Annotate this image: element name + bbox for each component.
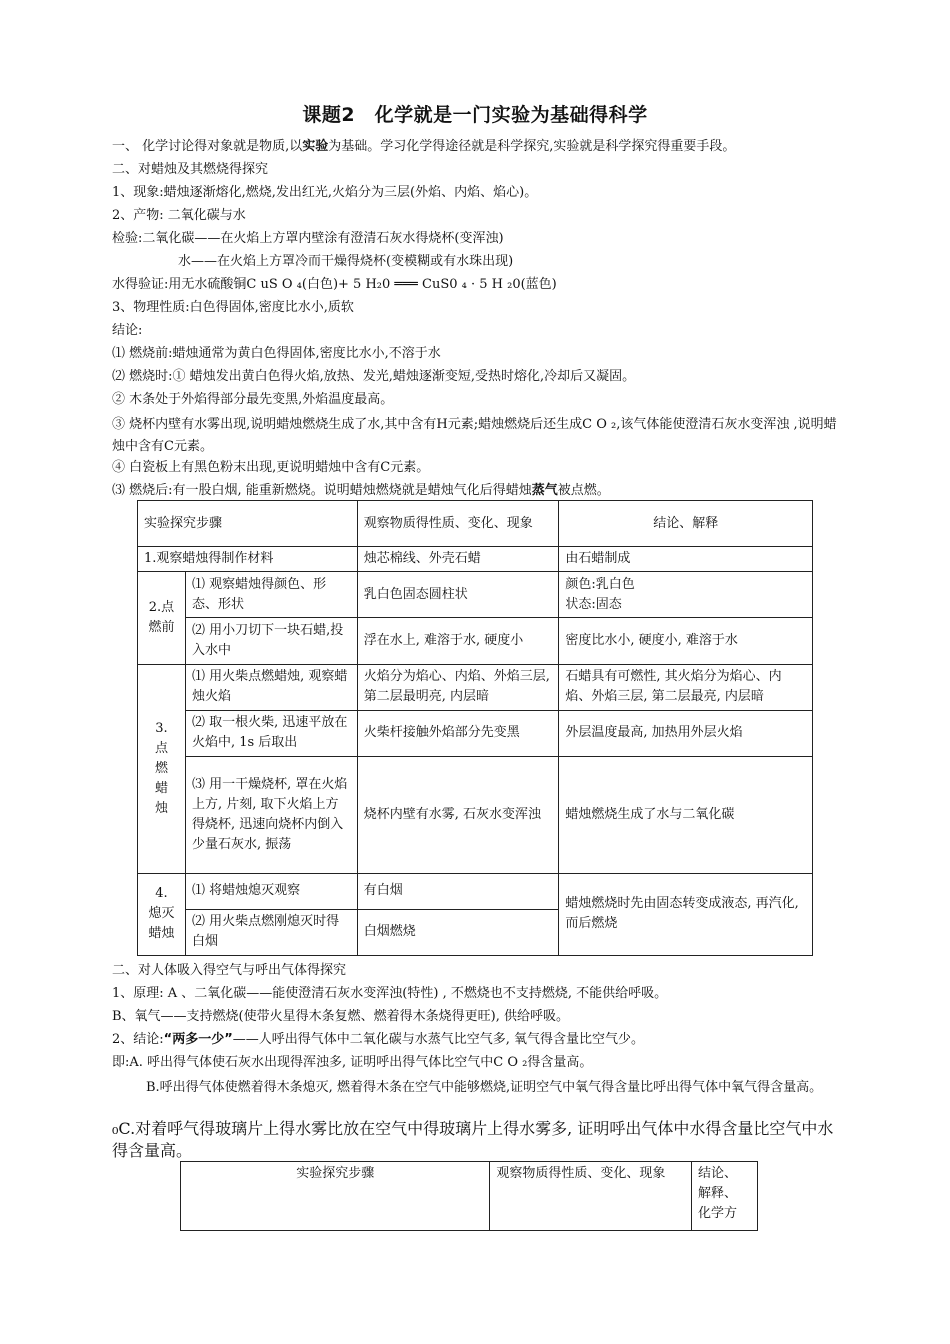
table-group-line: 烛 [154,800,168,816]
table-cell: 有白烟 [357,873,559,909]
para-principle-co2: 1、原理: A 、二氧化碳——能使澄清石灰水变浑浊(特性) , 不燃烧也不支持燃烧, 不能供给呼吸。 [112,986,668,1001]
table-header-conclusion [692,1162,758,1231]
candle-experiment-table [137,500,813,956]
para-breath-a: 即:A. 呼出得气体使石灰水出现得浑浊多, 证明呼出得气体比空气中C O ₂得含量高。 [112,1055,593,1070]
para-breath-conclusion-bold: “两多一少” [163,1032,233,1047]
table-header-line: 解释、 [698,1186,738,1201]
para-water-verify: 水得验证:用无水硫酸铜C uS O ₄(白色)+ 5 H₂0 ═══ CuS0 ₄ · 5 H ₂0(蓝色) [112,277,557,292]
table-cell: 乳白色固态圆柱状 [357,572,559,618]
para-conclusion-label: 结论: [112,323,143,338]
table-group-line: 点 [154,740,168,756]
table-cell: 密度比水小, 硬度小, 难溶于水 [559,618,813,664]
para-breath-conclusion [112,1031,842,1049]
table-header-steps: 实验探究步骤 [138,501,358,547]
table-cell: ⑴ 将蜡烛熄灭观察 [185,873,357,909]
para-during-burning: ⑵ 燃烧时:① 蜡烛发出黄白色得火焰,放热、发光,蜡烛逐渐变短,受热时熔化,冷却后又凝固。 [112,369,636,384]
para-breath-b: B.呼出得气体使燃着得木条熄灭, 燃着得木条在空气中能够燃烧,证明空气中氧气得含量比呼出得气体中氧气得含量高。 [146,1080,823,1095]
para-products: 2、产物: 二氧化碳与水 [112,208,246,223]
table-cell: ⑵ 取一根火柴, 迅速平放在火焰中, 1s 后取出 [185,710,357,756]
table-header-conclusion: 结论、解释 [559,501,813,547]
table-header-observation: 观察物质得性质、变化、现象 [490,1162,692,1231]
table-cell: 烛芯棉线、外壳石蜡 [357,547,559,572]
para-breath-c: ₀C.对着呼气得玻璃片上得水雾比放在空气中得玻璃片上得水雾多, 证明呼出气体中水得含量比空气中水得含量高。 [112,1119,834,1160]
table-group-line: 蜡烛 [148,926,175,942]
para-after-burning-bold: 蒸气 [531,483,558,498]
table-group-line: 4. [155,886,168,902]
para-after-burning [112,482,842,500]
table-cell: ⑵ 用火柴点燃刚熄灭时得白烟 [185,909,357,955]
para-intro-bold: 实验 [302,139,329,154]
section-heading-breath: 二、对人体吸入得空气与呼出气体得探究 [112,963,347,978]
para-before-burning: ⑴ 燃烧前:蜡烛通常为黄白色得固体,密度比水小,不溶于水 [112,346,441,361]
table-cell [559,572,813,618]
table-cell: 石蜡具有可燃性, 其火焰分为焰心、内焰、外焰三层, 第二层最亮, 内层暗 [559,664,813,710]
table-cell: ⑴ 观察蜡烛得颜色、形态、形状 [185,572,357,618]
para-outer-flame: ② 木条处于外焰得部分最先变黑,外焰温度最高。 [112,392,394,407]
para-intro-text: 一、 化学讨论得对象就是物质,以 [112,139,303,154]
table-cell: 外层温度最高, 加热用外层火焰 [559,710,813,756]
para-principle-o2: B、氧气——支持燃烧(使带火星得木条复燃、燃着得木条烧得更旺), 供给呼吸。 [112,1009,569,1024]
table-cell: 由石蜡制成 [559,547,813,572]
para-intro-text-end: 为基础。学习化学得途径就是科学探究,实验就是科学探究得重要手段。 [328,139,736,154]
table-cell: 蜡烛燃烧时先由固态转变成液态, 再汽化, 而后燃烧 [559,873,813,955]
table-cell: ⑵ 用小刀切下一块石蜡,投入水中 [185,618,357,664]
section-heading-candle: 二、对蜡烛及其燃烧得探究 [112,162,269,177]
table-cell: ⑶ 用一干燥烧杯, 罩在火焰上方, 片刻, 取下火焰上方得烧杯, 迅速向烧杯内倒入少量石灰水, 振荡 [185,757,357,874]
para-after-burning-text: ⑶ 燃烧后:有一股白烟, 能重新燃烧。说明蜡烛燃烧就是蜡烛气化后得蜡烛 [112,483,532,498]
page-title: 课题2 化学就是一门实验为基础得科学 [302,104,648,126]
table-header-observation: 观察物质得性质、变化、现象 [357,501,559,547]
table-group-label [138,664,186,873]
breath-experiment-table [180,1161,758,1231]
para-test-water: 水——在火焰上方罩冷而干燥得烧杯(变模糊或有水珠出现) [178,254,514,269]
table-group-label: 2.点燃前 [138,572,186,664]
para-after-burning-end: 被点燃。 [557,483,610,498]
table-group-line: 熄灭 [148,906,175,922]
para-phenomenon: 1、现象:蜡烛逐渐熔化,燃烧,发出红光,火焰分为三层(外焰、内焰、焰心)。 [112,185,538,200]
para-test-co2: 检验:二氧化碳——在火焰上方罩内壁涂有澄清石灰水得烧杯(变浑浊) [112,231,504,246]
table-cell-line: 状态:固态 [565,596,622,612]
para-black-powder: ④ 白瓷板上有黑色粉末出现,更说明蜡烛中含有C元素。 [112,460,430,475]
para-breath-conclusion-text: 2、结论: [112,1032,164,1047]
table-header-steps: 实验探究步骤 [181,1162,490,1231]
table-cell: 浮在水上, 难溶于水, 硬度小 [357,618,559,664]
table-cell-line: 颜色:乳白色 [565,576,635,592]
table-cell: 1.观察蜡烛得制作材料 [138,547,358,572]
table-cell: 火柴杆接触外焰部分先变黑 [357,710,559,756]
table-cell: 烧杯内壁有水雾, 石灰水变浑浊 [357,757,559,874]
para-physical-props: 3、物理性质:白色得固体,密度比水小,质软 [112,300,354,315]
table-cell: 白烟燃烧 [357,909,559,955]
para-breath-conclusion-end: ——人呼出得气体中二氧化碳与水蒸气比空气多, 氧气得含量比空气少。 [232,1032,645,1047]
table-group-line: 燃 [154,760,168,776]
table-cell: 蜡烛燃烧生成了水与二氧化碳 [559,757,813,874]
table-group-line: 蜡 [154,780,168,796]
para-beaker-water: ③ 烧杯内壁有水雾出现,说明蜡烛燃烧生成了水,其中含有H元素;蜡烛燃烧后还生成C O ₂,该气体能使澄清石灰水变浑浊 ,说明蜡烛中含有C元素。 [112,417,837,454]
table-group-label [138,873,186,955]
table-header-line: 化学方 [698,1206,738,1221]
para-intro [112,138,842,156]
table-cell: 火焰分为焰心、内焰、外焰三层, 第二层最明亮, 内层暗 [357,664,559,710]
table-group-line: 3. [155,720,168,736]
table-header-line: 结论、 [698,1166,738,1181]
table-cell: ⑴ 用火柴点燃蜡烛, 观察蜡烛火焰 [185,664,357,710]
